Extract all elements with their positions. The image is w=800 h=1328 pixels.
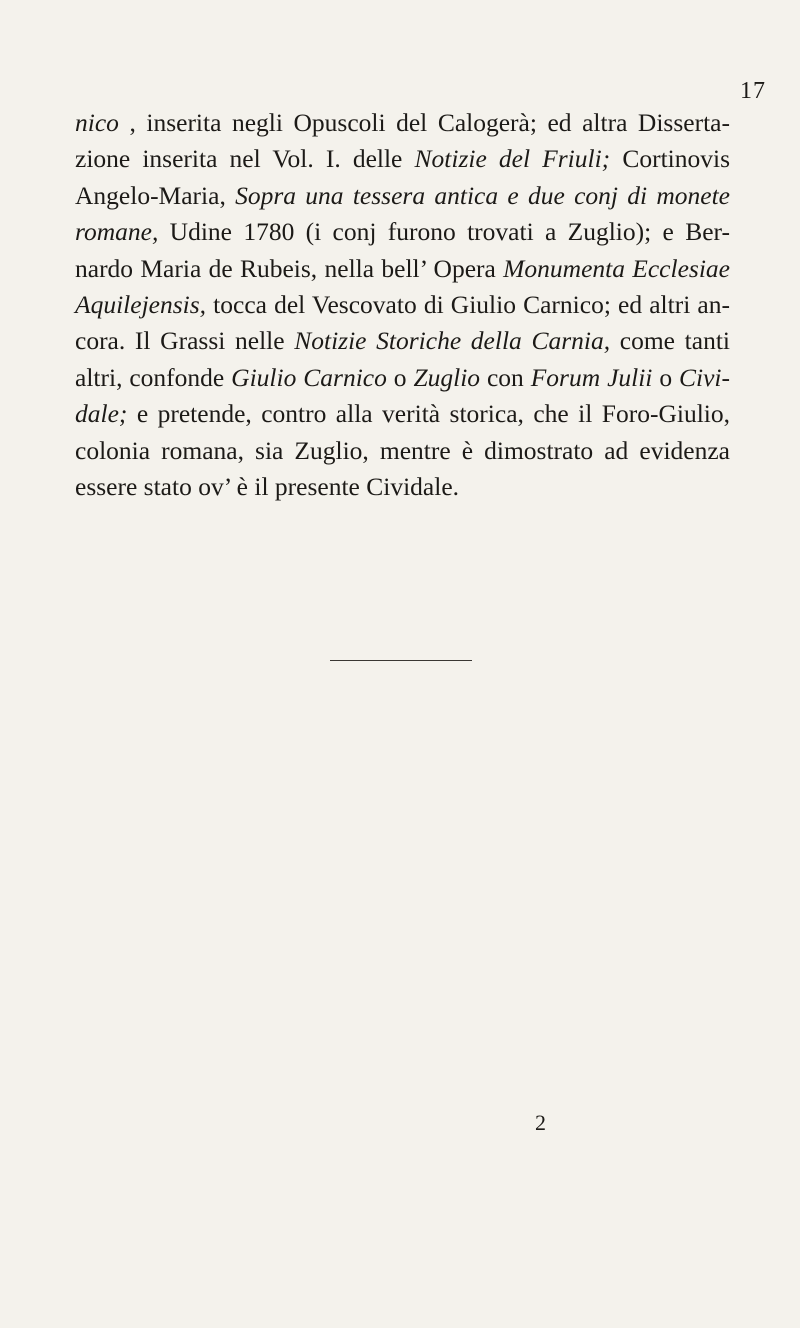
signature-mark: 2 bbox=[535, 1110, 546, 1135]
text-segment: zione inserita nel Vol. I. delle bbox=[75, 144, 415, 174]
text-line bbox=[75, 251, 730, 287]
text-segment: cora. Il Grassi nelle bbox=[75, 326, 295, 356]
text-line bbox=[75, 396, 730, 432]
text-segment: Zuglio bbox=[413, 362, 481, 392]
text-segment: con bbox=[480, 362, 531, 392]
text-segment: dale; bbox=[75, 399, 128, 429]
text-segment: altri, confonde bbox=[75, 362, 232, 392]
text-segment: o bbox=[652, 362, 679, 392]
text-segment: o bbox=[386, 362, 414, 392]
section-divider bbox=[330, 660, 472, 661]
text-segment: tocca del Vescovato di Giulio Carnico; ed altri an- bbox=[206, 289, 730, 319]
text-segment: , inserita negli Opuscoli del Calogerà; ed altra Disserta- bbox=[118, 108, 730, 137]
text-segment: romane, bbox=[75, 217, 159, 247]
text-line bbox=[75, 469, 730, 505]
text-line bbox=[75, 433, 730, 469]
text-line bbox=[75, 323, 730, 359]
text-segment: essere stato ov’ è il presente Cividale. bbox=[75, 471, 460, 501]
text-segment: come tanti bbox=[610, 326, 730, 356]
text-segment: Udine 1780 (i conj furono trovati a Zuglio); e Ber- bbox=[158, 217, 730, 247]
page-number: 17 bbox=[740, 78, 766, 104]
text-segment: Cortinovis bbox=[610, 144, 730, 174]
text-line bbox=[75, 287, 730, 323]
text-segment: Notizie Storiche della Carnia, bbox=[294, 326, 611, 356]
text-segment: nardo Maria de Rubeis, nella bell’ Opera bbox=[75, 253, 504, 283]
text-line bbox=[75, 214, 730, 250]
text-segment: Aquilejensis, bbox=[75, 289, 207, 319]
text-segment: Sopra una tessera antica e due conj di monete bbox=[235, 180, 730, 210]
text-segment: Civi- bbox=[679, 362, 730, 392]
body-text bbox=[75, 105, 730, 505]
text-line bbox=[75, 178, 730, 214]
text-segment: Notizie del Friuli; bbox=[414, 144, 611, 174]
text-segment: colonia romana, sia Zuglio, mentre è dimostrato ad evidenza bbox=[75, 435, 730, 465]
text-segment: Giulio Carnico bbox=[231, 362, 387, 392]
text-segment: nico bbox=[75, 108, 119, 137]
text-segment: e pretende, contro alla verità storica, che il Foro-Giulio, bbox=[127, 399, 730, 429]
text-segment: Forum Julii bbox=[530, 362, 653, 392]
text-segment: Monumenta Ecclesiae bbox=[503, 253, 730, 283]
text-segment: Angelo-Maria, bbox=[75, 180, 236, 210]
text-line bbox=[75, 360, 730, 396]
text-line bbox=[75, 105, 730, 141]
text-line bbox=[75, 141, 730, 177]
